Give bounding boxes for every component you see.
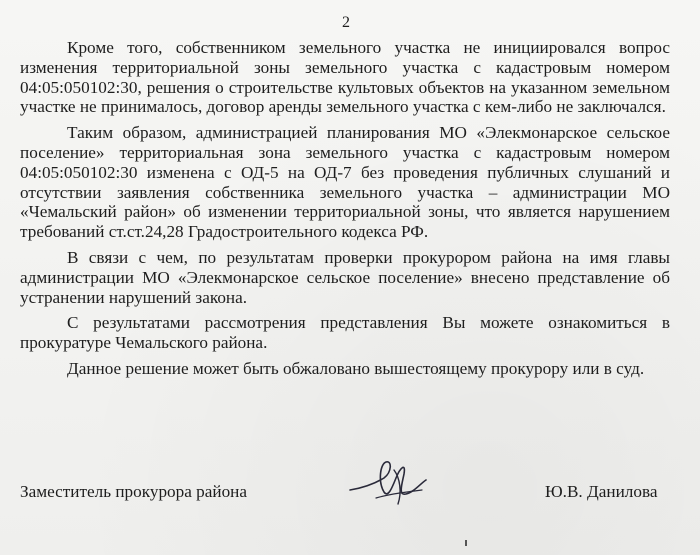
paragraph-zone-change: Таким образом, администрацией планирования МО «Элекмонарское сельское поселение» территориальная зона земельного участка с кадастровым номером 04:05:050102:30 изменена с ОД-5 на ОД-7 без проведения публичных слушаний и отсутствии заявления собственника земельного участка – администрации МО «Чемальский район» об изменении территориальной зоны, что является нарушением требований ст.ст.24,28 Градостроительного кодекса РФ. bbox=[20, 123, 670, 242]
scan-speck bbox=[465, 540, 467, 546]
signatory-name: Ю.В. Данилова bbox=[545, 482, 658, 501]
letter-body bbox=[20, 38, 670, 385]
paragraph-ownership: Кроме того, собственником земельного участка не инициировался вопрос изменения территориальной зоны земельного участка с кадастровым номером 04:05:050102:30, решения о строительстве культовых объектов на указанном земельном участке не принималось, договор аренды земельного участка с кем-либо не заключался. bbox=[20, 38, 670, 117]
paragraph-review-results: С результатами рассмотрения представления Вы можете ознакомиться в прокуратуре Чемальского района. bbox=[20, 313, 670, 353]
page-number: 2 bbox=[342, 14, 350, 31]
handwritten-signature bbox=[340, 448, 440, 508]
paragraph-appeal: Данное решение может быть обжаловано вышестоящему прокурору или в суд. bbox=[67, 358, 645, 378]
paragraph-representation: В связи с чем, по результатам проверки прокурором района на имя главы администрации МО «Элекмонарское сельское поселение» внесено представление об устранении нарушений закона. bbox=[20, 247, 670, 307]
signatory-position: Заместитель прокурора района bbox=[20, 482, 247, 501]
